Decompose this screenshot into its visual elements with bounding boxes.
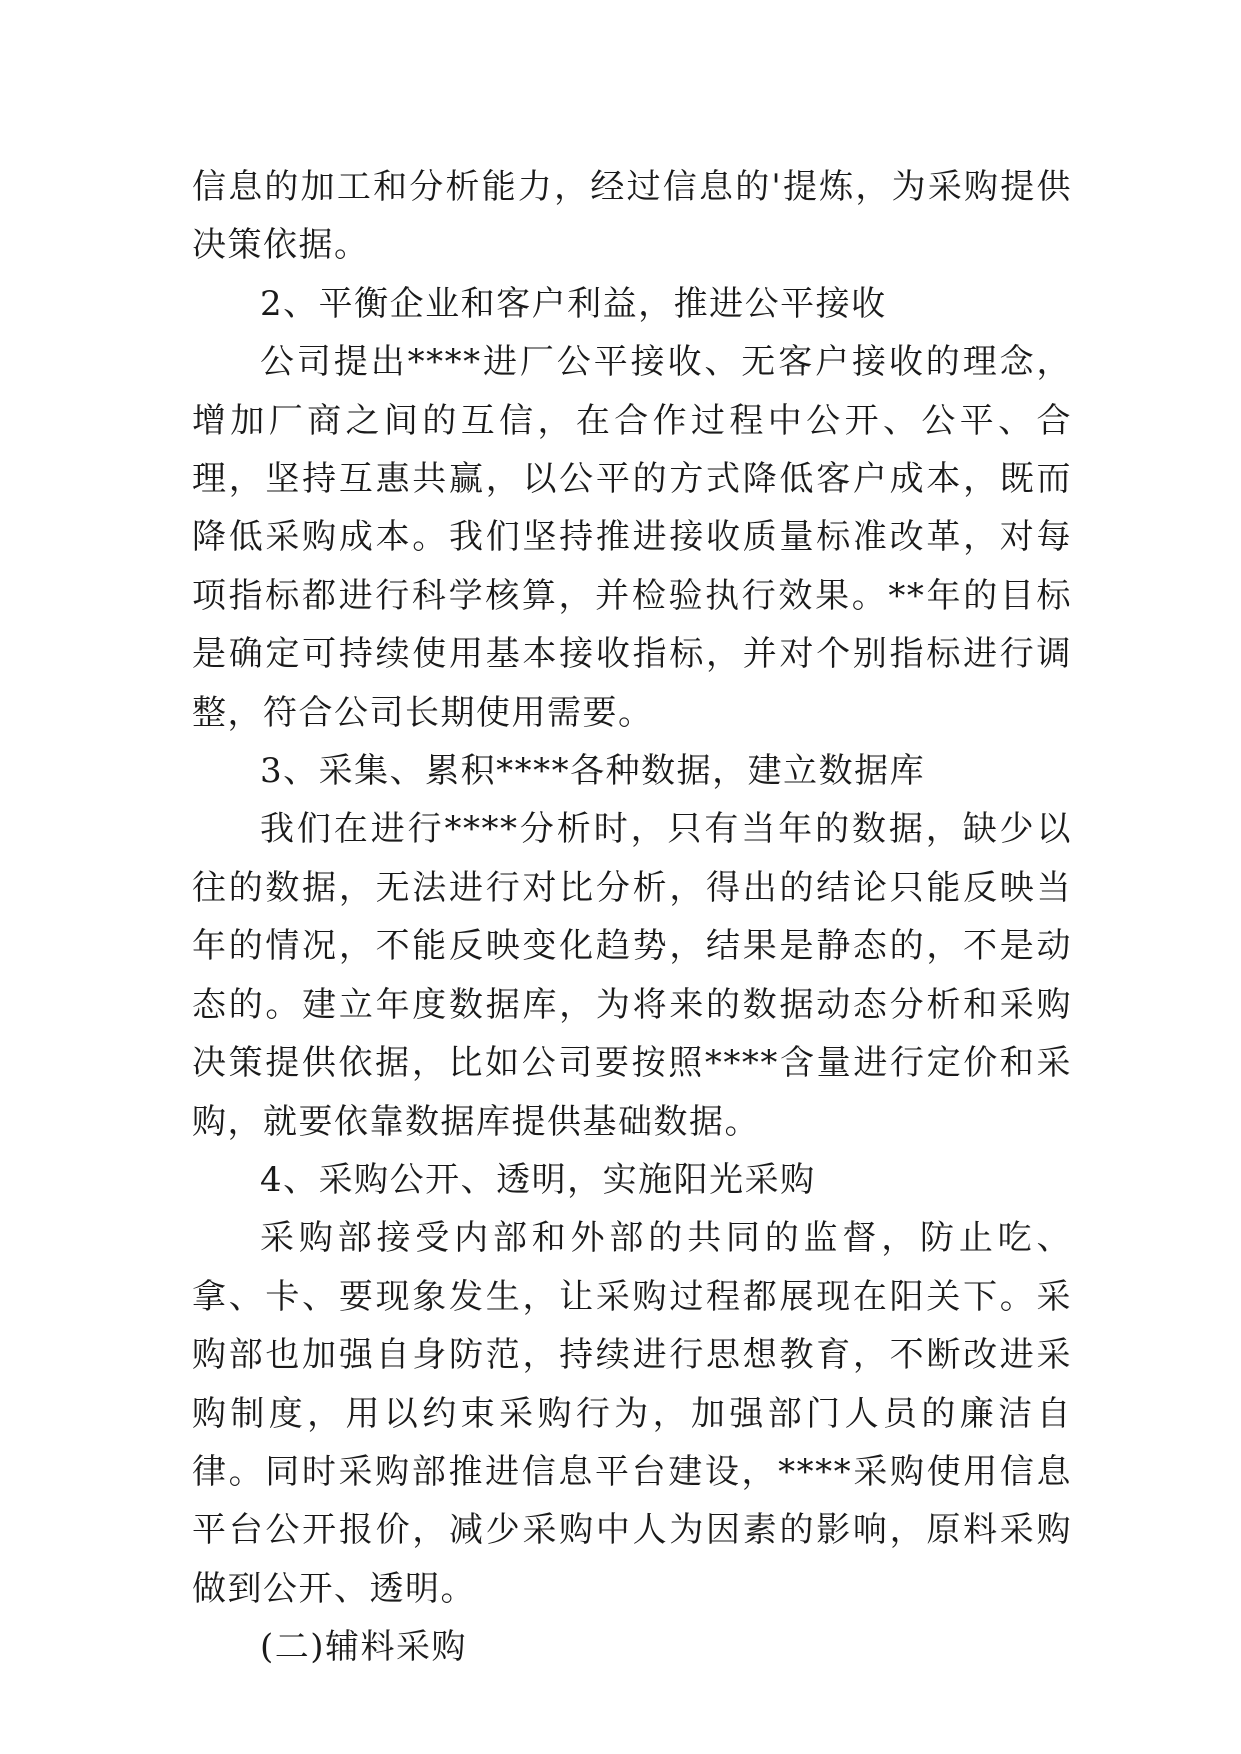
paragraph-continuation: 信息的加工和分析能力，经过信息的'提炼，为采购提供决策依据。	[192, 167, 1072, 266]
paragraph-fair-acceptance: 公司提出****进厂公平接收、无客户接收的理念，增加厂商之间的互信，在合作过程中公开、公平、合理，坚持互惠共赢，以公平的方式降低客户成本，既而降低采购成本。我们坚持推进接收质量标准改革，对每项指标都进行科学核算，并检验执行效果。**年的目标是确定可持续使用基本接收指标，并对个别指标进行调整，符合公司长期使用需要。	[192, 342, 1072, 733]
paragraph-transparent-purchasing: 采购部接受内部和外部的共同的监督，防止吃、拿、卡、要现象发生，让采购过程都展现在阳关下。采购部也加强自身防范，持续进行思想教育，不断改进采购制度，用以约束采购行为，加强部门人员的廉洁自律。同时采购部推进信息平台建设，****采购使用信息平台公开报价，减少采购中人为因素的影响，原料采购做到公开、透明。	[192, 1218, 1072, 1609]
section-heading-3: 3、采集、累积****各种数据，建立数据库	[260, 751, 926, 792]
section-heading-auxiliary: (二)辅料采购	[260, 1627, 468, 1668]
paragraph-database: 我们在进行****分析时，只有当年的数据，缺少以往的数据，无法进行对比分析，得出的结论只能反映当年的情况，不能反映变化趋势，结果是静态的，不是动态的。建立年度数据库，为将来的数据动态分析和采购决策提供依据，比如公司要按照****含量进行定价和采购，就要依靠数据库提供基础数据。	[192, 809, 1072, 1142]
section-heading-4: 4、采购公开、透明，实施阳光采购	[260, 1159, 816, 1200]
body-text	[192, 158, 1072, 1677]
section-heading-2: 2、平衡企业和客户利益，推进公平接收	[260, 283, 887, 324]
